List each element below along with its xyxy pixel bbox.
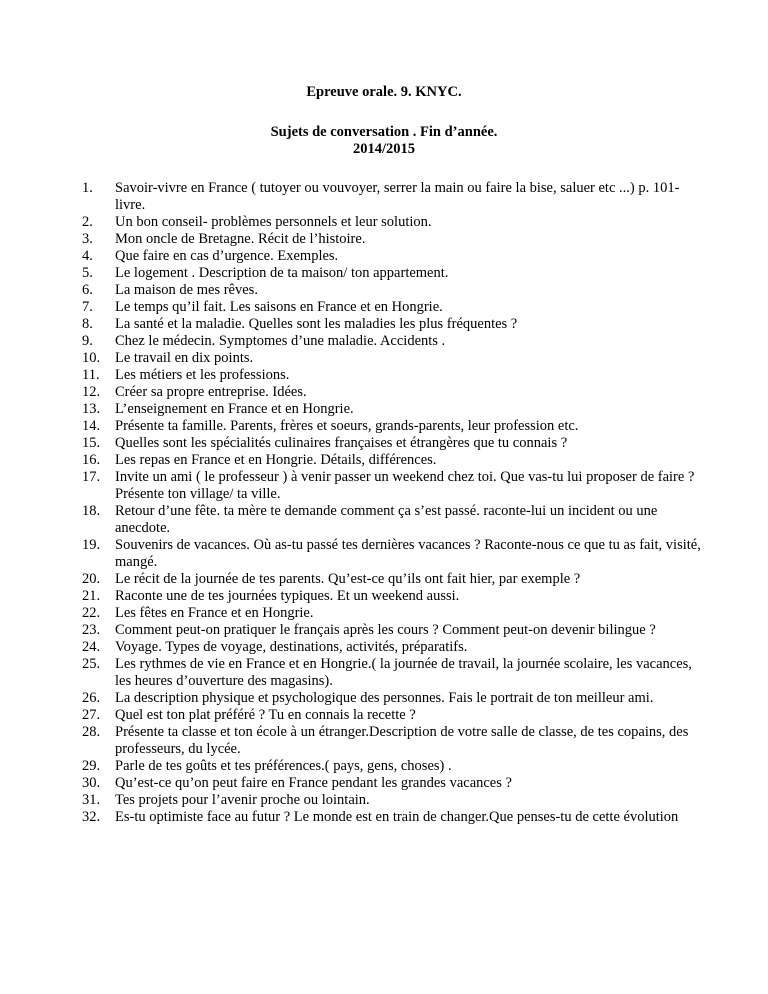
- document-title: Epreuve orale. 9. KNYC.: [306, 84, 462, 100]
- topic-item: [82, 724, 702, 758]
- topic-item: [82, 809, 702, 826]
- topic-text: Parle de tes goûts et tes préférences.( pays, gens, choses) .: [115, 758, 452, 774]
- topic-number: 32.: [82, 809, 101, 825]
- topic-item: [82, 707, 702, 724]
- topic-item: [82, 367, 702, 384]
- topic-item: [82, 656, 702, 690]
- topic-number: 22.: [82, 605, 101, 621]
- topic-number: 31.: [82, 792, 101, 808]
- topic-number: 29.: [82, 758, 101, 774]
- topic-number: 3.: [82, 231, 93, 247]
- topic-number: 5.: [82, 265, 93, 281]
- topic-item: [82, 758, 702, 775]
- topic-item: [82, 503, 702, 537]
- topic-number: 6.: [82, 282, 93, 298]
- topic-item: [82, 282, 702, 299]
- topic-number: 24.: [82, 639, 101, 655]
- topic-number: 13.: [82, 401, 101, 417]
- topic-number: 17.: [82, 469, 101, 485]
- topic-item: [82, 299, 702, 316]
- topic-number: 2.: [82, 214, 93, 230]
- topic-number: 10.: [82, 350, 101, 366]
- topic-number: 15.: [82, 435, 101, 451]
- topic-item: [82, 639, 702, 656]
- topic-number: 26.: [82, 690, 101, 706]
- topic-list: [82, 180, 702, 826]
- topic-text: Présente ta famille. Parents, frères et soeurs, grands-parents, leur profession etc.: [115, 418, 579, 434]
- topic-item: [82, 537, 702, 571]
- topic-number: 28.: [82, 724, 101, 740]
- topic-text: La description physique et psychologique des personnes. Fais le portrait de ton meilleur ami.: [115, 690, 654, 706]
- topic-number: 8.: [82, 316, 93, 332]
- school-year: 2014/2015: [352, 141, 416, 157]
- topic-number: 20.: [82, 571, 101, 587]
- topic-item: [82, 452, 702, 469]
- topic-text: Savoir-vivre en France ( tutoyer ou vouvoyer, serrer la main ou faire la bise, saluer etc ...) p. 101- livre.: [115, 180, 680, 213]
- topic-text: Présente ta classe et ton école à un étranger.Description de votre salle de classe, de tes copains, des professeurs, du lycée.: [115, 724, 689, 757]
- topic-text: Un bon conseil- problèmes personnels et leur solution.: [115, 214, 432, 230]
- topic-number: 16.: [82, 452, 101, 468]
- topic-item: [82, 384, 702, 401]
- topic-text: La maison de mes rêves.: [115, 282, 258, 298]
- topic-item: [82, 248, 702, 265]
- topic-item: [82, 571, 702, 588]
- topic-item: [82, 316, 702, 333]
- topic-number: 21.: [82, 588, 101, 604]
- topic-text: Raconte une de tes journées typiques. Et un weekend aussi.: [115, 588, 460, 604]
- topic-text: Chez le médecin. Symptomes d’une maladie. Accidents .: [115, 333, 446, 349]
- topic-number: 30.: [82, 775, 101, 791]
- topic-item: [82, 350, 702, 367]
- topic-number: 25.: [82, 656, 101, 672]
- topic-number: 4.: [82, 248, 93, 264]
- topic-text: Le temps qu’il fait. Les saisons en France et en Hongrie.: [115, 299, 443, 315]
- topic-text: Les rythmes de vie en France et en Hongrie.( la journée de travail, la journée scolaire, les vacances, les heures d’ouverture des magasins).: [115, 656, 692, 689]
- topic-text: Les fêtes en France et en Hongrie.: [115, 605, 314, 621]
- topic-text: Es-tu optimiste face au futur ? Le monde est en train de changer.Que penses-tu de cette évolution: [115, 809, 679, 825]
- topic-item: [82, 333, 702, 350]
- topic-number: 14.: [82, 418, 101, 434]
- topic-number: 18.: [82, 503, 101, 519]
- topic-text: Quelles sont les spécialités culinaires françaises et étrangères que tu connais ?: [115, 435, 568, 451]
- topic-text: Retour d’une fête. ta mère te demande comment ça s’est passé. raconte-lui un incident ou une anecdote.: [115, 503, 658, 536]
- topic-number: 12.: [82, 384, 101, 400]
- topic-number: 11.: [82, 367, 100, 383]
- topic-item: [82, 690, 702, 707]
- topic-item: [82, 622, 702, 639]
- topic-number: 7.: [82, 299, 93, 315]
- topic-text: Tes projets pour l’avenir proche ou lointain.: [115, 792, 370, 808]
- topic-number: 27.: [82, 707, 101, 723]
- topic-item: [82, 588, 702, 605]
- topic-text: La santé et la maladie. Quelles sont les maladies les plus fréquentes ?: [115, 316, 518, 332]
- topic-text: Les métiers et les professions.: [115, 367, 290, 383]
- topic-item: [82, 265, 702, 282]
- topic-text: Qu’est-ce qu’on peut faire en France pendant les grandes vacances ?: [115, 775, 512, 791]
- topic-item: [82, 418, 702, 435]
- topic-item: [82, 469, 702, 503]
- topic-item: [82, 775, 702, 792]
- topic-text: Invite un ami ( le professeur ) à venir passer un weekend chez toi. Que vas-tu lui proposer de faire ? Présente ton village/ ta ville.: [115, 469, 695, 502]
- topic-number: 1.: [82, 180, 93, 196]
- topic-text: Mon oncle de Bretagne. Récit de l’histoire.: [115, 231, 366, 247]
- topic-text: Les repas en France et en Hongrie. Détails, différences.: [115, 452, 437, 468]
- topic-text: L’enseignement en France et en Hongrie.: [115, 401, 354, 417]
- topic-item: [82, 401, 702, 418]
- topic-text: Le récit de la journée de tes parents. Qu’est-ce qu’ils ont fait hier, par exemple ?: [115, 571, 581, 587]
- topic-text: Le travail en dix points.: [115, 350, 254, 366]
- topic-number: 19.: [82, 537, 101, 553]
- topic-item: [82, 605, 702, 622]
- topic-item: [82, 180, 702, 214]
- topic-item: [82, 435, 702, 452]
- document-subtitle: Sujets de conversation . Fin d’année.: [270, 124, 498, 140]
- topic-text: Quel est ton plat préféré ? Tu en connais la recette ?: [115, 707, 416, 723]
- topic-text: Que faire en cas d’urgence. Exemples.: [115, 248, 339, 264]
- topic-text: Créer sa propre entreprise. Idées.: [115, 384, 307, 400]
- topic-number: 23.: [82, 622, 101, 638]
- topic-item: [82, 214, 702, 231]
- topic-number: 9.: [82, 333, 93, 349]
- topic-text: Le logement . Description de ta maison/ ton appartement.: [115, 265, 449, 281]
- topic-text: Voyage. Types de voyage, destinations, activités, préparatifs.: [115, 639, 468, 655]
- topic-item: [82, 231, 702, 248]
- topic-item: [82, 792, 702, 809]
- topic-text: Souvenirs de vacances. Où as-tu passé tes dernières vacances ? Raconte-nous ce que tu as fait, visité, mangé.: [115, 537, 701, 570]
- topic-text: Comment peut-on pratiquer le français après les cours ? Comment peut-on devenir bilingue ?: [115, 622, 656, 638]
